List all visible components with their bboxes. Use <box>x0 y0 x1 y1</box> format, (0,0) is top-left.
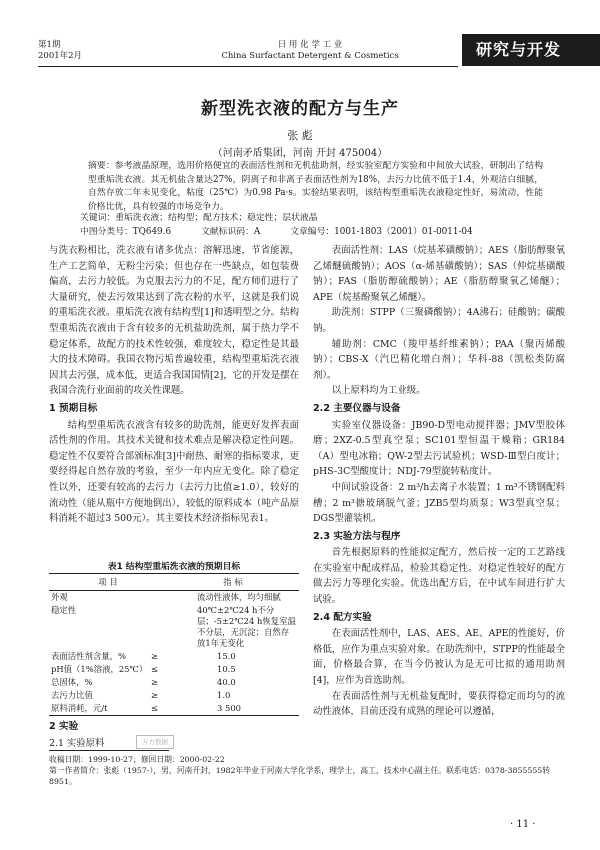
table-row <box>49 702 299 716</box>
table-cell-value: 40℃±2℃24 h不分层；-5±2℃24 h恢复室温不分层，无沉淀；自然存放1年无变化 <box>197 605 296 648</box>
keywords: 关键词：重垢洗衣液；结构型；配方技术；稳定性；层状液晶 <box>80 213 318 223</box>
issue-number: 第1期 <box>38 40 61 50</box>
left-column <box>49 243 299 527</box>
clc-number: 中图分类号：TQ649.6 <box>80 227 172 237</box>
table-row <box>49 650 299 663</box>
method-paragraph: 首先根据原料的性能拟定配方，然后按一定的工艺路线在实验室中配成样品，检验其稳定性。对稳定性较好的配方做去污力等理化实验。优选出配方后，在中试车间进行扩大试验。 <box>313 547 565 606</box>
table-cell-op: ≥ <box>151 677 159 687</box>
author-bio: 第一作者简介：张彪（1957-），男，河南开封，1982年毕业于河南大学化学系，理学士，高工，技术中心副主任。联系电话：0378-3855555转8951。 <box>49 766 551 786</box>
lab-equipment: 实验室仪器设备：JB90-D型电动搅拌器；JMV型胶体磨；2XZ-0.5型真空泵；SC101型恒温干燥箱；GR184（A）型电冰箱；QW-2型去污试验机；WSD-Ⅲ型白度计；pHS-3C型酸度计；NDJ-79型旋转粘度计。 <box>313 419 565 478</box>
builder-list: 助洗剂：STPP（三聚磷酸钠）；4A沸石；硅酸钠；碳酸钠。 <box>313 307 565 334</box>
table-cell-value: 3 500 <box>167 702 299 716</box>
affiliation: （河南矛盾集团，河南 开封 475004） <box>212 148 388 159</box>
journal-issue <box>38 40 82 62</box>
table-header-item: 项 目 <box>49 574 167 591</box>
classification-line <box>80 226 550 238</box>
document-code: 文献标识码：A <box>201 227 261 237</box>
table-cell-op: ≤ <box>151 664 159 674</box>
table-header-index: 指 标 <box>167 574 299 591</box>
right-column <box>313 243 565 720</box>
table-cell-item: 表面活性剂含量，% <box>51 651 126 661</box>
table-cell-item: 去污力比值 <box>51 690 93 700</box>
journal-name-en: China Surfactant Detergent & Cosmetics <box>221 51 399 61</box>
journal-name-cn: 日 用 化 学 工 业 <box>277 40 343 50</box>
article-title: 新型洗衣液的配方与生产 <box>201 99 399 119</box>
table-row <box>49 689 299 702</box>
table-cell-value: 10.5 <box>217 664 236 674</box>
table-cell-value: 1.0 <box>217 690 231 700</box>
formula-paragraph-2: 在表面活性剂与无机盐复配时，要获得稳定而均匀的流动性液体，目前还没有成熟的理论可以遵循， <box>313 690 565 718</box>
author: 张 彪 <box>287 129 313 142</box>
section-heading-2-4: 2.4 配方实验 <box>313 611 372 623</box>
surfactant-list: 表面活性剂：LAS（烷基苯磺酸钠）；AES（脂肪醇聚氧乙烯醚硫酸钠）；AOS（α-烯基磺酸钠）；SAS（仲烷基磺酸钠）；FAS（脂肪醇硫酸钠）；AE（脂肪醇聚氧乙烯醚）；APE（烷基酚聚氧乙烯醚）。 <box>313 245 565 303</box>
header-rule <box>38 66 458 67</box>
table-cell-value: 40.0 <box>217 677 236 687</box>
table-cell-item: 原料消耗，元/t <box>49 702 149 716</box>
section-heading-2: 2 实验 <box>49 721 79 732</box>
section-heading-2-1: 2.1 实验原料 <box>49 738 105 749</box>
section-tab: 研究与开发 <box>462 34 600 66</box>
table-cell-op <box>149 604 167 650</box>
table-cell-item: pH值（1%溶液，25℃） <box>51 664 148 674</box>
table1-caption: 表1 结构型重垢洗衣液的预期目标 <box>107 562 241 572</box>
section-heading-2-3: 2.3 实验方法与程序 <box>313 530 401 542</box>
received-date: 收稿日期：1999-10-27；修回日期：2000-02-22 <box>49 755 225 764</box>
table-row <box>49 604 299 650</box>
goal-paragraph: 结构型重垢洗衣液含有较多的助洗剂，能更好发挥表面活性剂的作用。其技术关键和技术难点是解决稳定性问题。稳定性不仅要符合部颁标准[3]中耐热、耐寒的指标要求，更要经得起自然存放的考验，至少一年内应无变化。除了稳定性以外，还要有较高的去污力（去污力比值≥1.0），较好的流动性（能从瓶中方便地倒出），较低的原料成本（吨产品原料消耗不超过3 500元）。其主要技术经济指标见表1。 <box>49 419 299 525</box>
intro-paragraph: 与洗衣粉相比，洗衣液有诸多优点：溶解迅速，节省能源，生产工艺简单，无粉尘污染；但也存在一些缺点，如包装费偏高，去污力较低。为克服去污力的不足，配方师们进行了大量研究，使去污效果达到了洗衣粉的水平，这就是我们说的重垢洗衣液。重垢洗衣液有结构型[1]和透明型之分。结构型重垢洗衣液由于含有较多的无机盐助洗剂，属于热力学不稳定体系，故配方的技术性较强，难度较大，稳定性是其最大的技术障碍。我国衣物污垢普遍较重，结构型重垢洗衣液因其去污强，成本低，更适合我国国情[2]，它的开发是摆在我国合洗行业面前的攻关性课题。 <box>49 245 299 397</box>
page-number: · 11 · <box>510 819 536 830</box>
issue-date: 2001年2月 <box>38 51 83 61</box>
table-row <box>49 591 299 605</box>
auxiliary-list: 辅助剂：CMC（羧甲基纤维素钠）；PAA（聚丙烯酸钠）；CBS-X（汽巴精化增白剂）；华科-88（凯松类防腐剂）。 <box>313 338 565 381</box>
table-cell-op <box>149 591 167 605</box>
article-number: 文章编号：1001-1803（2001）01-0011-04 <box>290 227 473 237</box>
watermark-stamp: 万方数据 <box>136 735 174 749</box>
section-heading-1: 1 预期目标 <box>49 402 98 414</box>
table-cell-item: 总固体，% <box>51 677 93 687</box>
formula-paragraph-1: 在表面活性剂中，LAS、AES、AE、APE的性能好，价格低，应作为重点实验对象。在助洗剂中，STPP的性能最全面，价格最合算，在当今仍被认为是无可比拟的通用助剂[4]，应作为首选助剂。 <box>313 628 565 687</box>
journal-name <box>190 40 430 62</box>
table-cell-value: 15.0 <box>217 651 236 661</box>
table-cell-item: 外观 <box>51 592 68 602</box>
table-cell-op: ≥ <box>151 651 159 661</box>
table-row <box>49 676 299 689</box>
table1 <box>49 573 299 716</box>
table-cell-op: ≤ <box>149 702 167 716</box>
table-cell-item: 稳定性 <box>51 605 77 615</box>
footnote-rule <box>49 750 169 751</box>
grade-note: 以上原料均为工业级。 <box>331 385 426 397</box>
pilot-equipment: 中间试验设备：2 m³/h去离子水装置；1 m³不锈钢配料槽；2 m³搪玻璃脱气釜；JZB5型均质泵；W3型真空泵；DGS型灌装机。 <box>313 481 565 525</box>
section-heading-2-2: 2.2 主要仪器与设备 <box>313 402 401 414</box>
table-row <box>49 663 299 676</box>
table-cell-op: ≥ <box>151 690 159 700</box>
abstract: 摘要：参考液晶原理，选用价格便宜的表面活性剂和无机盐助剂，经实验室配方实验和中间放大试验，研制出了结构型重垢洗衣液。其无机盐含量达27%，阴离子和非离子表面活性剂为18%，去污力比值不低于1.4，外观洁白细腻，自然存放二年未见变化，粘度（25℃）为0.98 Pa·s。实验结果表明，该结构型重垢洗衣液稳定性好，易流动，性能价格比优，具有较强的市场竞争力。 <box>88 161 543 212</box>
table-cell-value: 流动性液体，均匀细腻 <box>197 592 281 602</box>
footnote <box>49 754 559 787</box>
